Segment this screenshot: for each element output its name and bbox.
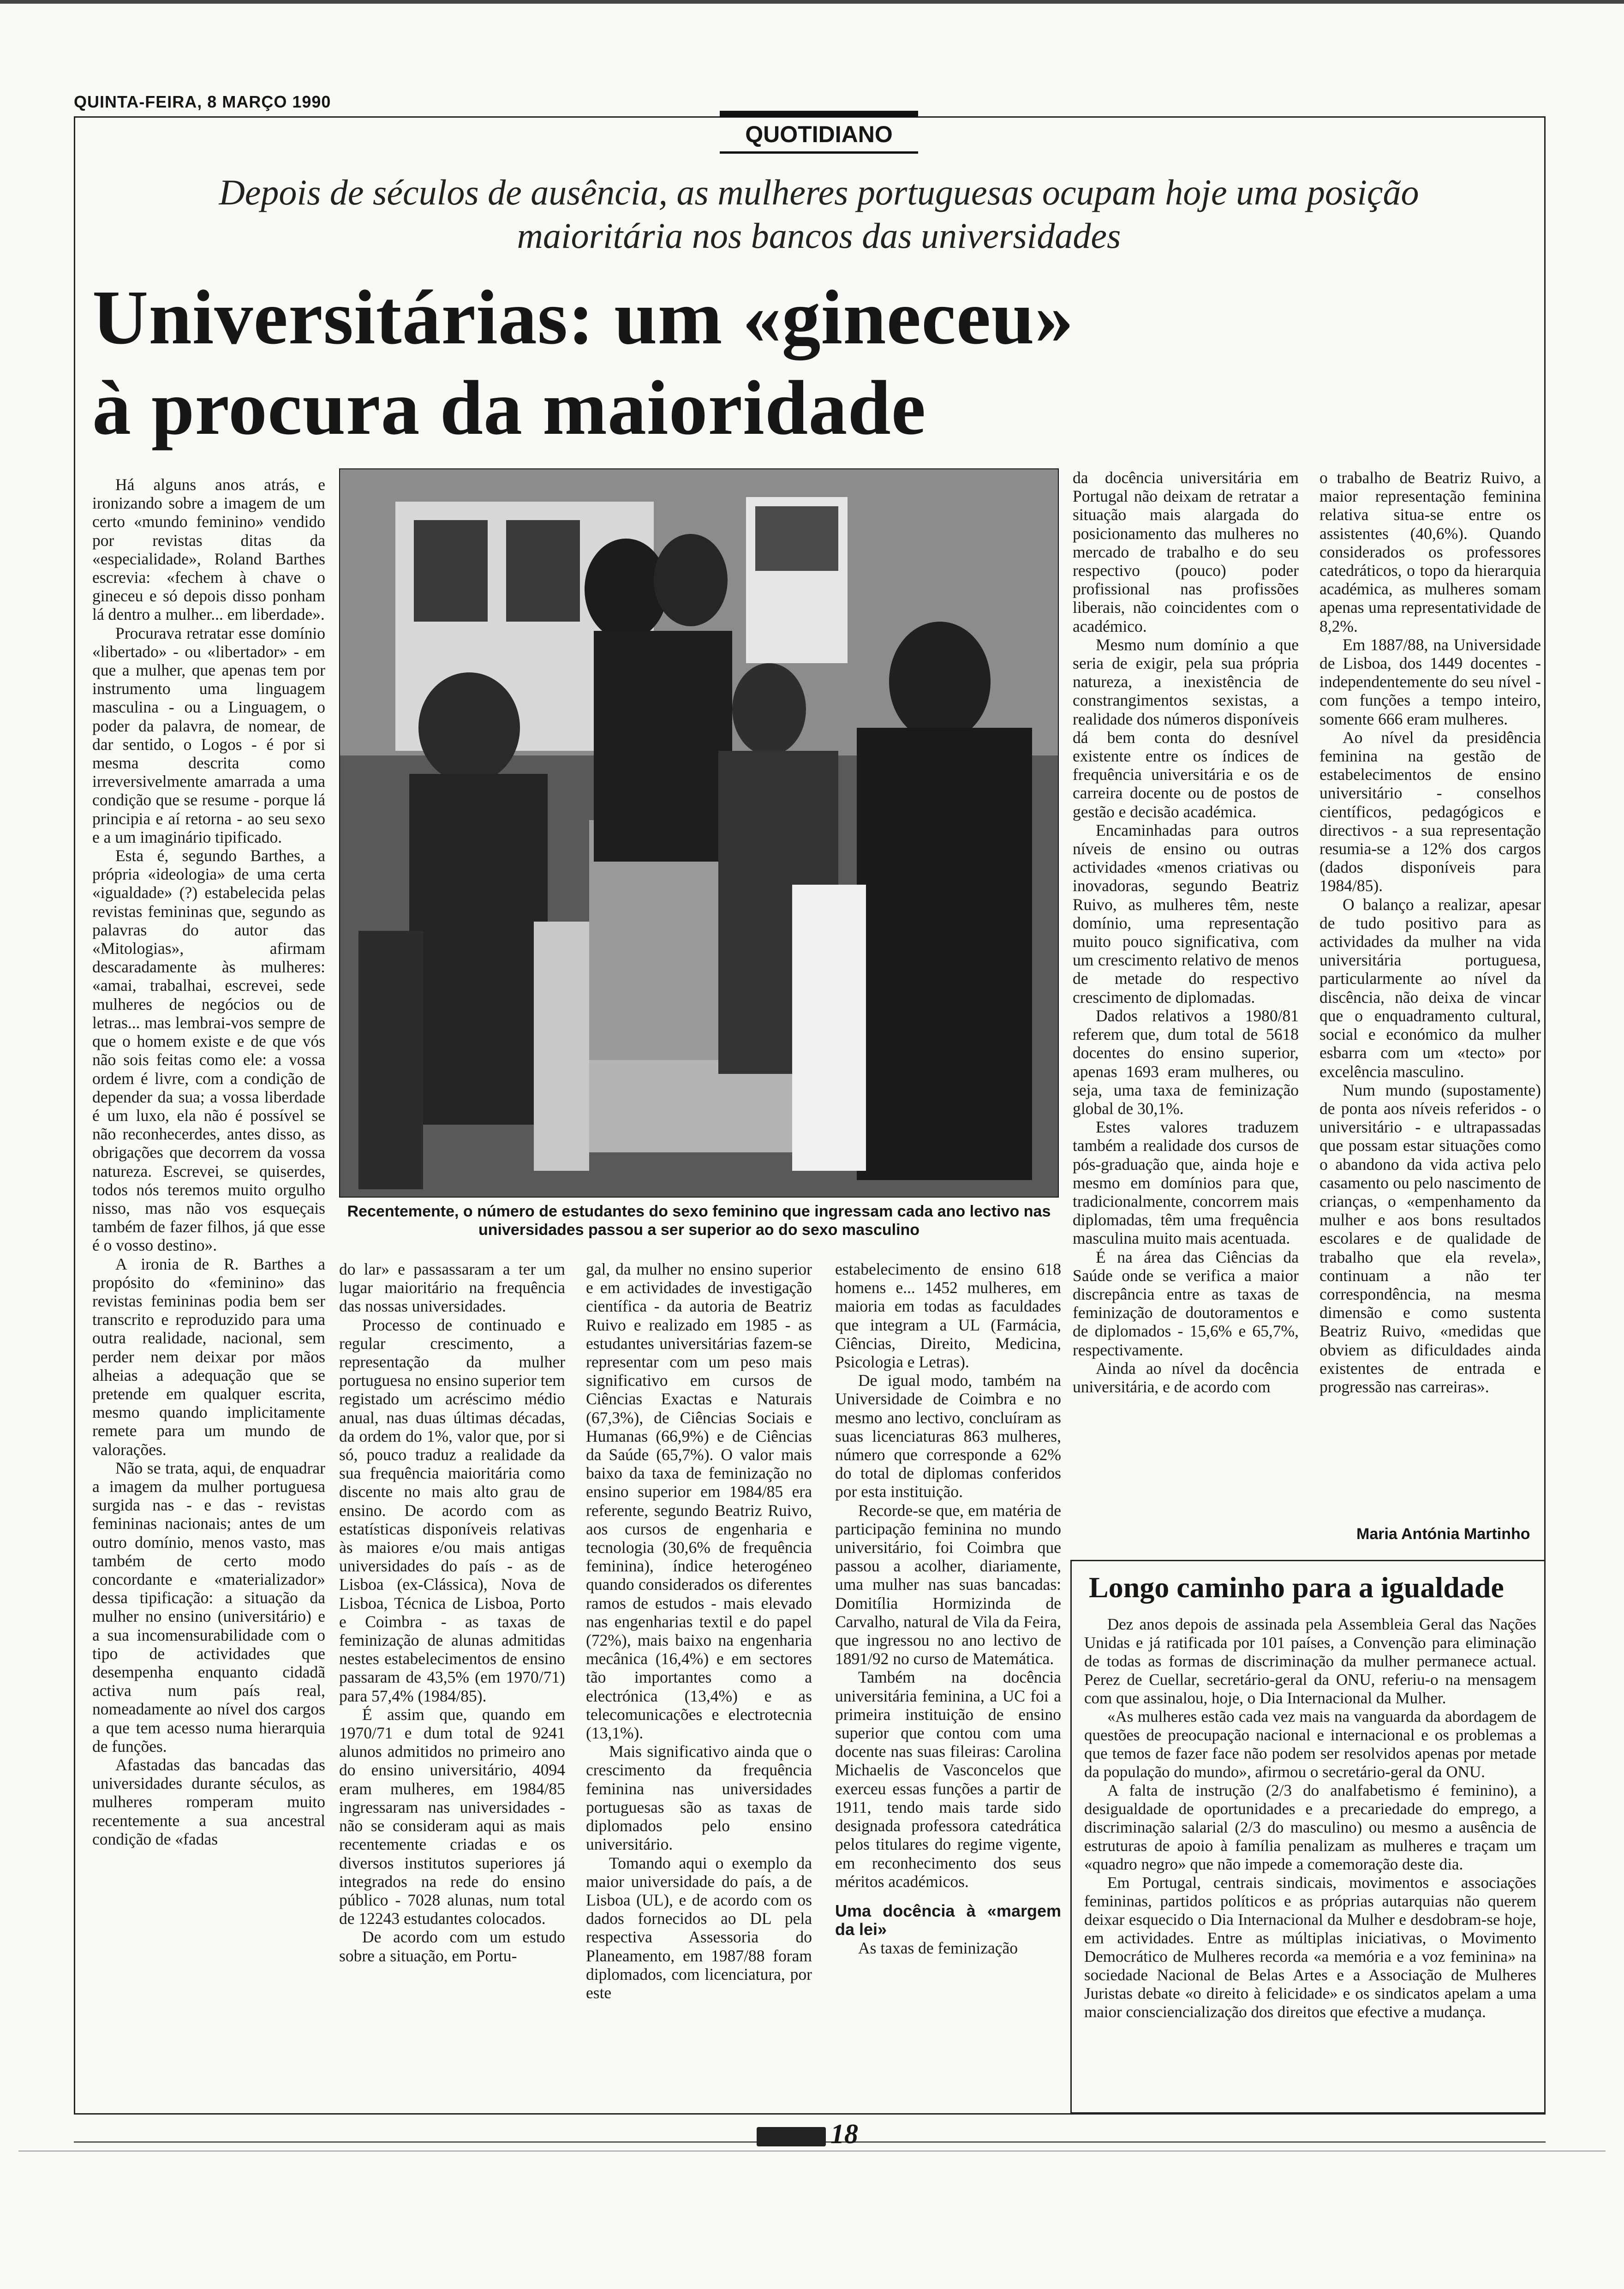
paragraph: O balanço a realizar, apesar de tudo positivo para as actividades da mulher na vida universitária portuguesa, particularmente ao nível da discência, não deixa de vincar que o enquadramento cultural, social e económico da mulher esbarra com um «tecto» por excelência masculino.: [1320, 895, 1541, 1081]
article-column-6: [1320, 468, 1541, 1521]
paragraph: De igual modo, também na Universidade de Coimbra e no mesmo ano lectivo, concluíram as suas licenciaturas 863 mulheres, número que corresponde a 62% do total de diplomas conferidos por esta instituição.: [835, 1371, 1061, 1501]
paragraph: Não se trata, aqui, de enquadrar a imagem da mulher portuguesa surgida nas - e das - revistas femininas nacionais; antes de um outro domínio, menos vasto, mas também de certo modo concordante e «materializador» dessa tipificação: a situação da mulher no ensino (universitário) e a sua incomensurabilidade com o tipo de actividades que desempenha enquanto cidadã activa num país real, nomeadamente ao nível dos cargos a que tem acesso numa hierarquia de funções.: [92, 1458, 325, 1756]
paragraph: Mais significativo ainda que o crescimento da frequência feminina nas universidades portuguesas são as taxas de diplomados pelo ensino universitário.: [586, 1742, 812, 1854]
paragraph: da docência universitária em Portugal não deixam de retratar a situação mais alargada do posicionamento das mulheres no mercado de trabalho e do seu respectivo (pouco) poder profissional nas profissões liberais, não coincidentes com o académico.: [1073, 468, 1299, 635]
paragraph: «As mulheres estão cada vez mais na vanguarda da abordagem de questões de preocupação nacional e internacional e os problemas a que temos de fazer face não podem ser resolvidos apenas por metade da população do mundo», afirmou o secretário-geral da ONU.: [1084, 1708, 1536, 1781]
paragraph: Há alguns anos atrás, e ironizando sobre a imagem de um certo «mundo feminino» vendido por revistas ditas da «especialidade», Roland Barthes escrevia: «fechem à chave o gineceu e só depois disso ponham lá dentro a mulher... em liberdade».: [92, 475, 325, 624]
headline-line-2: à procura da maioridade: [92, 365, 926, 451]
paragraph: As taxas de feminização: [858, 1938, 1018, 1957]
paragraph: Procurava retratar esse domínio «libertado» - ou «libertador» - em que a mulher, que apenas tem por instrumento uma linguagem masculina - ou a Linguagem, o poder da palavra, de nomear, de dar sentido, o Logos - é por si mesma descrita como irreversivelmente amarrada a uma condição que se resume - porque lá principia e aí retorna - ao seu sexo e a um imaginário tipificado.: [92, 623, 325, 846]
paragraph: Encaminhadas para outros níveis de ensino ou outras actividades «menos criativas ou inovadoras, segundo Beatriz Ruivo, as mulheres têm, neste domínio, uma representação muito pouco significativa, com um crescimento relativo de menos de metade do respectivo crescimento de diplomadas.: [1073, 821, 1299, 1007]
article-column-4: [835, 1260, 1061, 2118]
issue-date: QUINTA-FEIRA, 8 MARÇO 1990: [74, 92, 331, 111]
page-number: 18: [830, 2119, 858, 2149]
paragraph: Mesmo num domínio a que seria de exigir, pela sua própria natureza, a inexistência de constrangimentos sexistas, a realidade dos números disponíveis dá bem conta do desnível existente entre os índices de frequência universitária e os de carreira docente ou de postos de gestão e decisão académica.: [1073, 635, 1299, 821]
paragraph: estabelecimento de ensino 618 homens e... 1452 mulheres, em maioria em todas as faculdades que integram a UL (Farmácia, Ciências, Direito, Medicina, Psicologia e Letras).: [835, 1260, 1061, 1372]
page-folio: [757, 2118, 858, 2150]
paragraph: o trabalho de Beatriz Ruivo, a maior representação feminina relativa situa-se entre os assistentes (40,6%). Quando considerados os professores catedráticos, o topo da hierarquia académica, as mulheres somam apenas uma representatividade de 8,2%.: [1320, 468, 1541, 635]
paragraph: Esta é, segundo Barthes, a própria «ideologia» de uma certa «igualdade» (?) estabelecida pelas revistas femininas que, segundo as palavras do autor das «Mitologias», afirmam descaradamente às mulheres: «amai, trabalhai, escrevei, sede mulheres de negócios ou de letras... mas lembrai-vos sempre de que o homem existe e de que vós não sois feitas como ele: a vossa ordem é livre, com a condição de depender da sua; a vossa liberdade é um luxo, ela não é possível se não reconhecerdes, antes disso, as obrigações que decorrem da vossa natureza. Escrevei, se quiserdes, todos nós teremos muito orgulho nisso, mas não vos esqueçais também de fazer filhos, já que esse é o vosso destino».: [92, 846, 325, 1255]
paragraph: De acordo com um estudo sobre a situação, em Portu-: [339, 1928, 565, 1965]
paragraph: A falta de instrução (2/3 do analfabetismo é feminino), a desigualdade de oportunidades e a precariedade do emprego, a discriminação salarial (2/3 do masculino) ou mesmo a ausência de estruturas de apoio à família penalizam as mulheres e traçam um «quadro negro» que não impede a comemoração deste dia.: [1084, 1781, 1536, 1873]
column-subhead: Uma docência à «margem da lei»: [835, 1901, 1061, 1939]
article-byline: Maria Antónia Martinho: [1356, 1525, 1530, 1543]
article-column-2: [339, 1260, 565, 2118]
paragraph: Em Portugal, centrais sindicais, movimentos e associações femininas, partidos políticos e as próprias autarquias não querem deixar esquecido o Dia Internacional da Mulher e desdobram-se hoje, em actividades. Entre as múltiplas iniciativas, o Movimento Democrático de Mulheres recorda «a memória e a voz feminina» na sociedade Nacional de Belas Artes e a Associação de Mulheres Juristas debate «o direito à felicidade» e os sindicatos apelam a uma maior consciencialização dos direitos que efective a mudança.: [1084, 1874, 1536, 2021]
paragraph: Também na docência universitária feminina, a UC foi a primeira instituição de ensino superior que contou com uma docente nas suas fileiras: Carolina Michaelis de Vasconcelos que exerceu essas funções a partir de 1911, tendo mais tarde sido designada professora catedrática pelos titulares do regime vigente, em reconhecimento dos seus méritos académicos.: [835, 1668, 1061, 1891]
paragraph: Ainda ao nível da docência universitária, e de acordo com: [1073, 1359, 1299, 1396]
paragraph: Processo de continuado e regular crescimento, a representação da mulher portuguesa no ensino superior tem registado um acréscimo médio anual, nas duas últimas décadas, da ordem do 1%, valor que, por si só, pouco traduz a realidade da sua frequência maioritária como discente no mais alto grau de ensino. De acordo com as estatísticas disponíveis relativas às maiores e/ou mais antigas universidades do país - as de Lisboa (ex-Clássica), Nova de Lisboa, Técnica de Lisboa, Porto e Coimbra - as taxas de feminização de alunas admitidas nestes estabelecimentos de ensino passaram de 43,5% (em 1970/71) para 57,4% (1984/85).: [339, 1315, 565, 1705]
article-headline: [92, 272, 1476, 453]
paragraph: Estes valores traduzem também a realidade dos cursos de pós-graduação que, ainda hoje e mesmo em domínios para que, tradicionalmente, concorrem mais diplomadas, têm uma frequência masculina muito mais acentuada.: [1073, 1118, 1299, 1248]
paragraph: É assim que, quando em 1970/71 e dum total de 9241 alunos admitidos no primeiro ano do ensino universitário, 4094 eram mulheres, em 1984/85 ingressaram nas universidades - não se consideram aqui as mais recentemente criadas e os diversos institutos superiores já integrados na rede do ensino público - 7028 alunas, num total de 12243 estudantes colocados.: [339, 1705, 565, 1928]
sidebar-title: Longo caminho para a igualdade: [1089, 1571, 1504, 1604]
paragraph: Recorde-se que, em matéria de participação feminina no mundo universitário, foi Coimbra que passou a acolher, diariamente, uma mulher nas suas bancadas: Domitília Hormizinda de Carvalho, natural de Vila da Feira, que ingressou no ano lectivo de 1891/92 no curso de Matemática.: [835, 1501, 1061, 1668]
article-column-1: [92, 475, 325, 2118]
sidebar-text: [1084, 1615, 1536, 2104]
section-label: QUOTIDIANO: [720, 121, 918, 154]
photo-caption: Recentemente, o número de estudantes do sexo feminino que ingressam cada ano lectivo nas universidades passou a ser superior ao do sexo masculino: [347, 1203, 1051, 1239]
paragraph: Afastadas das bancadas das universidades durante séculos, as mulheres romperam muito recentemente a sua ancestral condição de «fadas: [92, 1756, 325, 1848]
article-photo: [339, 468, 1059, 1198]
paragraph: Num mundo (supostamente) de ponta aos níveis referidos - o universitário - e ultrapassadas que possam estar situações como o abandono da vida activa pelo casamento ou pelo nascimento de crianças, o «empenhamento da mulher e aos bons resultados escolares e de qualidade de trabalho que ela revela», continuam a não ter correspondência, na mesma dimensão e como sustenta Beatriz Ruivo, «medidas que obviem as dificuldades ainda existentes de entrada e progressão nas carreiras».: [1320, 1080, 1541, 1396]
paragraph: Tomando aqui o exemplo da maior universidade do país, a de Lisboa (UL), e de acordo com os dados fornecidos ao DL pela respectiva Assessoria do Planeamento, em 1987/88 foram diplomados, com licenciatura, por este: [586, 1853, 812, 2002]
paragraph: Dados relativos a 1980/81 referem que, dum total de 5618 docentes do ensino superior, apenas 1693 eram mulheres, ou seja, uma taxa de feminização global de 30,1%.: [1073, 1006, 1299, 1118]
article-kicker: Depois de séculos de ausência, as mulheres portuguesas ocupam hoje uma posição maioritária nos bancos das universidades: [219, 172, 1419, 256]
top-edge-rule: [0, 0, 1624, 4]
newspaper-logo-icon: [757, 2127, 826, 2146]
headline-line-1: Universitárias: um «gineceu»: [92, 275, 1074, 360]
paragraph: gal, da mulher no ensino superior e em actividades de investigação científica - da autoria de Beatriz Ruivo e realizado em 1985 - as estudantes universitárias fazem-se representar com um peso mais significativo em cursos de Ciências Exactas e Naturais (67,3%), de Ciências Sociais e Humanas (66,9%) e de Ciências da Saúde (65,7%). O valor mais baixo da taxa de feminização no ensino superior em 1984/85 era referente, segundo Beatriz Ruivo, aos cursos de engenharia e tecnologia (30,6% de frequência feminina), índice heterogéneo quando considerados os diferentes ramos de estudos - mais elevado nas engenharias textil e do papel (72%), mais baixo na engenharia mecânica (16,4%) e em sectores tão importantes como a electrónica (13,4%) e as telecomunicações e electrotecnia (13,1%).: [586, 1260, 812, 1743]
paragraph: É na área das Ciências da Saúde onde se verifica a maior discrepância entre as taxas de feminização de doutoramentos e de diplomados - 15,6% e 65,7%, respectivamente.: [1073, 1247, 1299, 1359]
section-bar: [720, 111, 918, 117]
paragraph: Dez anos depois de assinada pela Assembleia Geral das Nações Unidas e já ratificada por 101 países, a Convenção para eliminação de todas as formas de discriminação da mulher permanece actual. Perez de Cuellar, secretário-geral da ONU, referiu-o na mensagem com que assinalou, hoje, o Dia Internacional da Mulher.: [1084, 1615, 1536, 1707]
paragraph: A ironia de R. Barthes a propósito do «feminino» das revistas femininas podia bem ser transcrito e reproduzido para uma outra realidade, nacional, sem perder nem deixar por mãos alheias a adequação que se pretende em qualquer escrita, mesmo quando implicitamente remete para um mundo de valorações.: [92, 1254, 325, 1459]
paragraph: Em 1887/88, na Universidade de Lisboa, dos 1449 docentes - independentemente do seu nível - com funções a tempo inteiro, somente 666 eram mulheres.: [1320, 635, 1541, 728]
article-column-5: [1073, 468, 1299, 1541]
paragraph: do lar» e passassaram a ter um lugar maioritário na frequência das nossas universidades.: [339, 1260, 565, 1316]
paragraph: Ao nível da presidência feminina na gestão de estabelecimentos de ensino universitário - conselhos científicos, pedagógicos e directivos - a sua representação resumia-se a 12% dos cargos (dados disponíveis para 1984/85).: [1320, 728, 1541, 895]
article-column-3: [586, 1260, 812, 2118]
students-photo-illustration: [340, 469, 1058, 1197]
